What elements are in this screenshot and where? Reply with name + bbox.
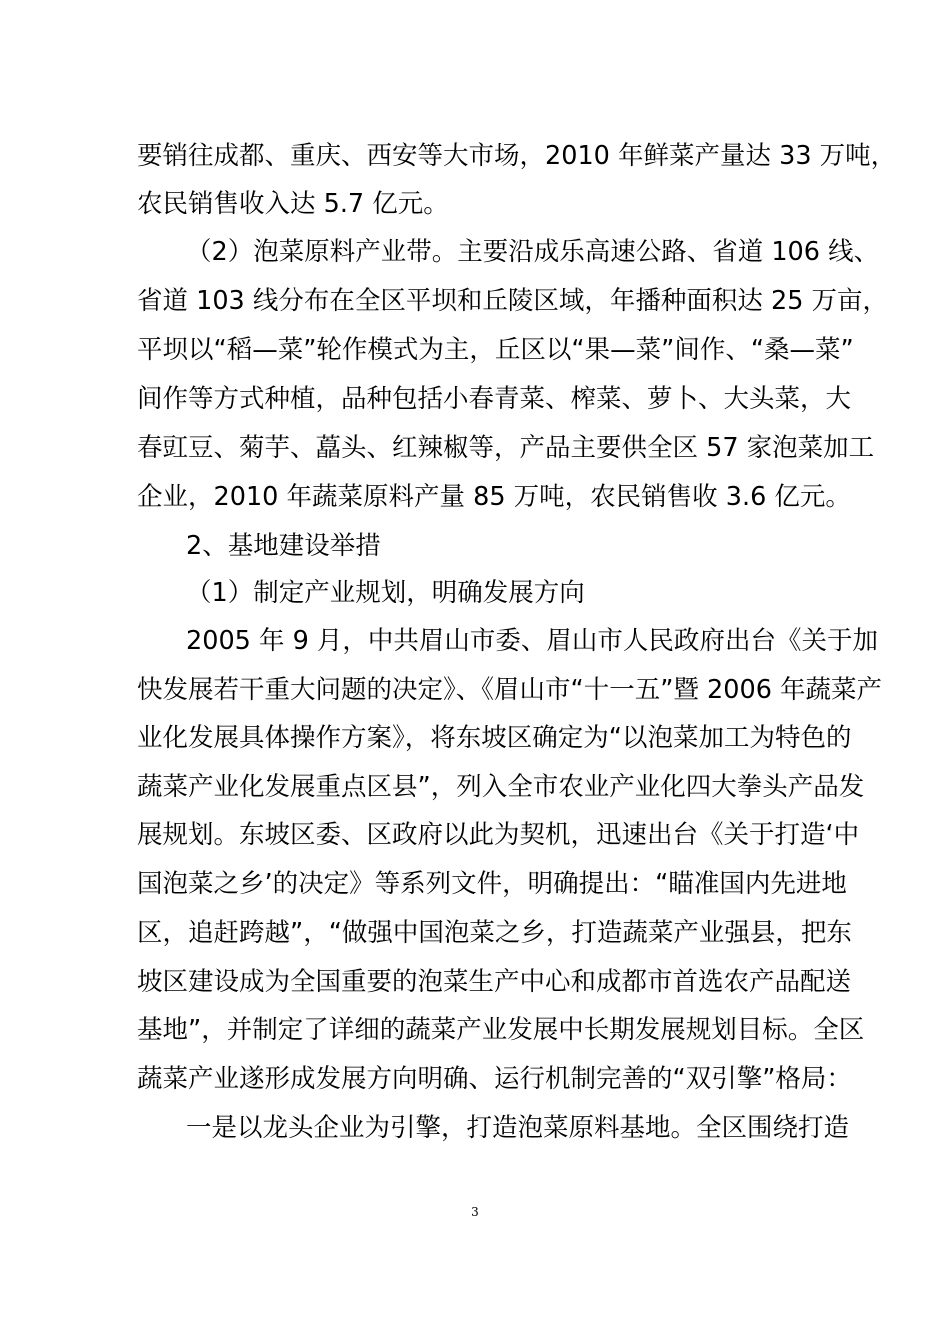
- body-text-line: 平坝以“稻—菜”轮作模式为主，丘区以“果—菜”间作、“桑—菜”: [137, 335, 854, 365]
- body-text-line: 展规划。东坡区委、区政府以此为契机，迅速出台《关于打造‘中: [137, 820, 860, 850]
- body-text-line: 业化发展具体操作方案》，将东坡区确定为“以泡菜加工为特色的: [137, 723, 852, 753]
- body-text-line: 省道 103 线分布在全区平坝和丘陵区域，年播种面积达 25 万亩，: [137, 286, 889, 316]
- body-text-line: 间作等方式种植，品种包括小春青菜、榨菜、萝卜、大头菜，大: [137, 384, 852, 414]
- body-text-line: 企业，2010 年蔬菜原料产量 85 万吨，农民销售收 3.6 亿元。: [137, 482, 851, 512]
- body-text-line: （2）泡菜原料产业带。主要沿成乐高速公路、省道 106 线、: [186, 237, 880, 267]
- body-text-line: 2005 年 9 月，中共眉山市委、眉山市人民政府出台《关于加: [186, 626, 878, 656]
- body-text-line: 区，追赶跨越”，“做强中国泡菜之乡，打造蔬菜产业强县，把东: [137, 918, 852, 948]
- body-text-line: 基地”，并制定了详细的蔬菜产业发展中长期发展规划目标。全区: [137, 1015, 865, 1045]
- body-text-line: 一是以龙头企业为引擎，打造泡菜原料基地。全区围绕打造: [186, 1113, 850, 1143]
- body-text-line: 蔬菜产业化发展重点区县”，列入全市农业产业化四大拳头产品发: [137, 772, 865, 802]
- section-heading: 2、基地建设举措: [186, 531, 381, 561]
- body-text-line: 要销往成都、重庆、西安等大市场，2010 年鲜菜产量达 33 万吨，: [137, 141, 897, 171]
- body-text-line: 农民销售收入达 5.7 亿元。: [137, 189, 449, 219]
- body-text-line: 坡区建设成为全国重要的泡菜生产中心和成都市首选农产品配送: [137, 967, 852, 997]
- body-text-line: 春豇豆、菊芋、藠头、红辣椒等，产品主要供全区 57 家泡菜加工: [137, 433, 875, 463]
- subsection-heading: （1）制定产业规划，明确发展方向: [186, 578, 585, 608]
- page-number: 3: [471, 1205, 479, 1219]
- body-text-line: 快发展若干重大问题的决定》、《眉山市“十一五”暨 2006 年蔬菜产: [137, 675, 883, 705]
- body-text-line: 国泡菜之乡’的决定》等系列文件，明确提出：“瞄准国内先进地: [137, 869, 847, 899]
- body-text-line: 蔬菜产业遂形成发展方向明确、运行机制完善的“双引擎”格局：: [137, 1064, 852, 1094]
